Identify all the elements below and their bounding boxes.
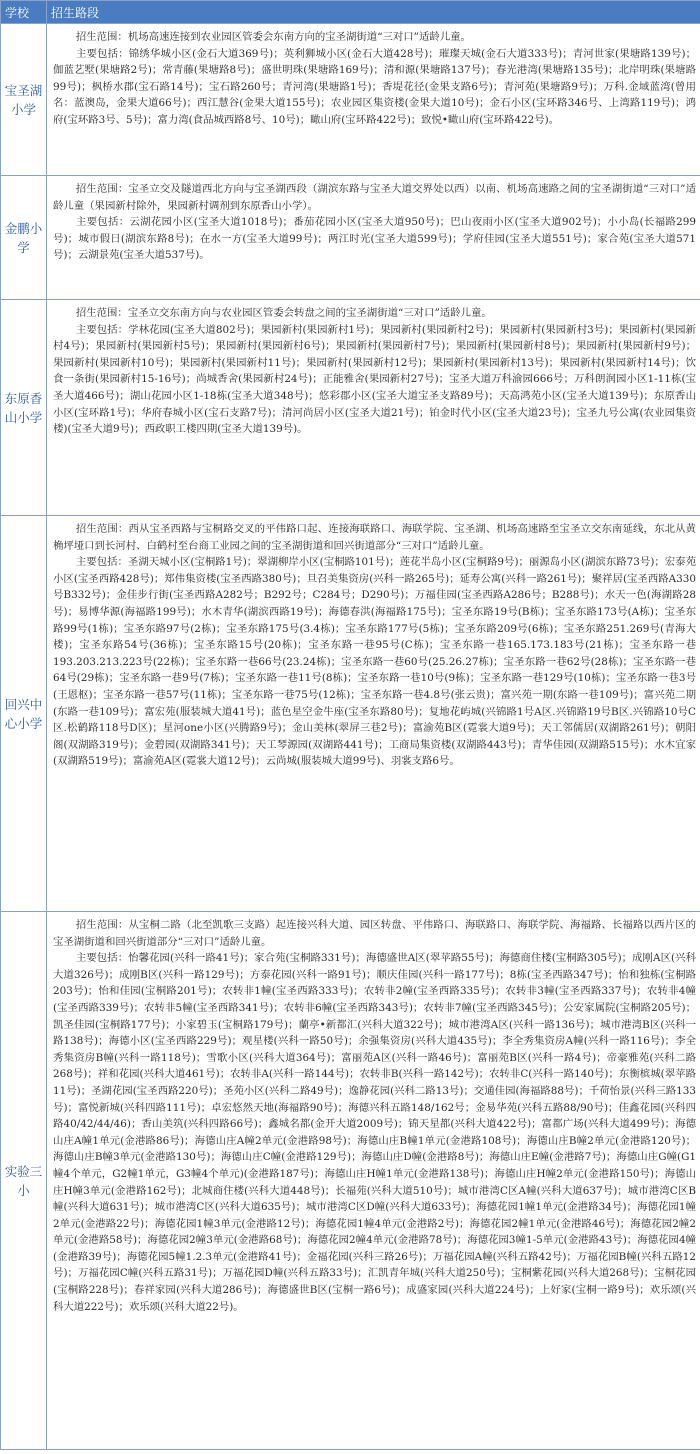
- table-row: [1, 912, 700, 1450]
- includes-text: 主要包括：圣湖天城小区(宝桐路1号)；翠湖柳岸小区(宝桐路101号)；莲花半岛小区(宝桐路9号)；丽源岛小区(湖滨东路73号)；宏泰苑小区(宝圣西路428号)；郑伟集资楼(宝圣西路380号)；旦召美集资房(兴科一路265号)；延寿公寓(兴科一路261号)；聚祥居(宝圣西路A330号B332号)；金佳步行街(宝圣西路A282号；B292号；C284号；D290号)；万福佳园(宝圣西路A286号；B288号)；水天一色(海湖路28号)；易博华源(海福路199号)；水木青华(湖滨西路19号)；海德春洪(海福路175号)；宝圣东路19号(B栋)；宝圣东路173号(A栋)；宝圣东路99号(1栋)；宝圣东路97号(2栋)；宝圣东路175号(3.4栋)；宝圣东路177号(5栋)；宝圣东路209号(6栋)；宝圣东路251.269号(青海大楼)；宝圣东路54号(36栋)；宝圣东路15号(20栋)；宝圣东路一巷95号(C栋)；宝圣东路一巷165.173.183号(21栋)；宝圣东路一巷193.203.213.223号(22栋)；宝圣东路一巷66号(23.24栋)；宝圣东路一巷60号(25.26.27栋)；宝圣东路一巷62号(28栋)；宝圣东路一巷64号(29栋)；宝圣东路一巷9号(7栋)；宝圣东路一巷11号(8栋)；宝圣东路一巷10号(9栋)；宝圣东路一巷129号(10栋)；宝圣东路一巷3号(王恩枢)；宝圣东路一巷57号(11栋)；宝圣东路一巷75号(12栋)；宝圣东路一巷4.8号(张云贵)；富兴苑一期(东路一巷109号)；富兴苑二期(东路一巷109号)；富宏苑(服装城大道41号)；蓝色星空金牛座(宝圣东路80号)；复地花屿城(兴锦路1号A区.兴锦路19号B区.兴锦路10号C区.松鹤路118号D区)；星河one小区(兴腾路9号)；金山美林(翠屏三巷2号)；富渝苑B区(霓裳大道9号)；天工邻儒居(双湖路261号)；朝阳阁(双湖路319号)；金碧园(双湖路341号)；天工琴源园(双湖路441号)；工商局集资楼(双湖路443号)；青华佳园(双湖路515号)；水木宜家(双湖路519号)；富渝苑A区(霓裳大道12号)；云尚城(服装城大道99号)、羽裳支路6号。: [53, 556, 696, 768]
- school-name: 金鹏小学: [1, 176, 47, 300]
- school-name: 实验三小: [1, 912, 47, 1450]
- route-cell: [47, 912, 700, 1450]
- includes-text: 主要包括：云湖花园小区(宝圣大道1018号)；番茄花园小区(宝圣大道950号)；巴山夜雨小区(宝圣大道902号)；小小岛(长福路299号)；城市假日(湖滨东路8号)；在水一方(宝圣大道99号)；两江时光(宝圣大道599号)；学府佳园(宝圣大道551号)；家合苑(宝圣大道571号)；云湖景苑(宝圣大道537号)。: [53, 216, 696, 262]
- route-cell: [47, 516, 700, 912]
- table-row: [1, 300, 700, 516]
- school-name: 东原香山小学: [1, 300, 47, 516]
- school-name: 宝圣湖小学: [1, 24, 47, 176]
- scope-text: 招生范围：机场高速连接到农业园区管委会东南方向的宝圣湖街道“三对口”适龄儿童。: [75, 31, 471, 43]
- header-route: 招生路段: [47, 1, 700, 24]
- table-row: [1, 176, 700, 300]
- includes-text: 主要包括：学林花园(宝圣大道802号)；果园新村(果园新村1号)；果园新村(果园新村2号)；果园新村(果园新村3号)；果园新村(果园新村4号)；果园新村(果园新村5号)；果园新村(果园新村6号)；果园新村(果园新村7号)；果园新村(果园新村8号)；果园新村(果园新村9号)；果园新村(果园新村10号)；果园新村(果园新村11号)；果园新村(果园新村12号)；果园新村(果园新村13号)；果园新村(果园新村14号)；饮食一条街(果园新村15-16号)；尚城香舍(果园新村24号)；正能雅舍(果园新村27号)；宝圣大道万科渝园666号；万科朗润园小区1-11栋(宝圣大道466号)；湖山花园小区1-18栋(宝圣大道348号)；悠彩郡小区(宝圣大道宝圣支路89号)；天高鸿苑小区(宝圣大道139号)；东原香山小区(宝环路1号)；华府春城小区(宝石支路7号)；清河尚居小区(宝圣大道21号)；铂金时代小区(宝圣大道23号)；宝圣九号公寓(农业园集资楼)(宝圣大道9号)；西政职工楼四期(宝圣大道139号)。: [53, 323, 697, 436]
- header-row: [1, 1, 700, 24]
- table-row: [1, 516, 700, 912]
- scope-text: 招生范围：宝圣立交及隧道西北方向与宝圣湖西段（湖滨东路与宝圣大道交界处以西）以南、机场高速路之间的宝圣湖街道“三对口”适龄儿童（果园新村除外，果园新村调剂到东原香山小学）。: [53, 183, 696, 212]
- scope-text: 招生范围：从宝桐二路（北至凯歌三支路）起连接兴科大道、园区转盘、平伟路口、海联路口、海联学院、海福路、长福路以西片区的宝圣湖街道和回兴街道部分“三对口”适龄儿童。: [53, 919, 696, 948]
- scope-text: 招生范围：宝圣立交东南方向与农业园区管委会转盘之间的宝圣湖街道“三对口”适龄儿童。: [75, 307, 492, 319]
- includes-text: 主要包括：怡馨花园(兴科一路41号)；家合苑(宝桐路331号)；海德盛世A区(翠苹路55号)；海德商住楼(宝桐路305号)；成刚A区(兴科大道326号)；成刚B区(兴科一路129号)；方泰花园(兴科一路91号)；顺庆佳园(兴科一路177号)；8栋(宝圣西路347号)；怡和独栋(宝桐路203号)；怡和佳园(宝桐路201号)；农转非1幢(宝圣西路333号)；农转非2幢(宝圣西路335号)；农转非3幢(宝圣西路337号)；农转非4幢(宝圣西路339号)；农转非5幢(宝圣西路341号)；农转非6幢(宝圣西路343号)；农转非7幢(宝圣西路345号)；公安家属院(宝桐路205号)；凯圣佳园(宝桐路177号)；小家碧玉(宝桐路179号)；蘭亭•新都汇(兴科大道322号)；城市港湾A区(兴科一路136号)；城市港湾B区(兴科一路138号)；海德小区(宝圣西路229号)；观星楼(兴科一路50号)；余强集资房(兴科大道435号)；李全秀集资房A幢(兴科一路116号)；李全秀集资房B幢(兴科一路118号)；雪歌小区(兴科大道364号)；富丽苑A区(兴科一路46号)；富丽苑B区(兴科一路4号)；帝豪雅苑(兴科二路268号)；祥和花园(兴科大道461号)；农转非A(兴科一路144号)；农转非B(兴科一路142号)；农转非C(兴科一路140号)；东衡槟城(翠苹路11号)；圣湖花园(宝圣西路220号)；圣苑小区(兴科二路49号)；逸静花园(兴科二路13号)；交通佳园(海福路88号)；千荷怡景(兴科三路133号)；富悦新城(兴科四路111号)；卓宏悠然天地(海福路90号)；海德兴科五路148/162号；金易华苑(兴科五路88/90号)；佳鑫花园(兴科四路40/42/44/46)；香山美筑(兴科四路66号)；鑫城名都(金开大道2009号)；锦天星都(兴科大道422号)；富都广场(兴科大道499号)；海德山庄A幢1单元(金港路86号)；海德山庄A幢2单元(金港路98号)；海德山庄B幢1单元(金港路108号)；海德山庄B幢2单元(金港路120号)；海德山庄B幢3单元(金港路130号)；海德山庄C幢(金港路129号)；海德山庄D幢(金港路8号)；海德山庄E幢(金港路7号)；海德山庄G幢(G1幢4个单元，G2幢1单元，G3幢4个单元)(金港路187号)；海德山庄H幢1单元(金港路138号)；海德山庄H幢2单元(金港路150号)；海德山庄H幢3单元(金港路162号)；北城商住楼(兴科大道448号)；长福苑(兴科大道510号)；城市港湾C区A幢(兴科大道637号)；城市港湾C区B幢(兴科大道631号)；城市港湾C区(兴科大道635号)；城市港湾C区D幢(兴科大道633号)；海德花园1幢1单元(金港路34号)；海德花园1幢2单元(金港路22号)；海德花园1幢3单元(金港路12号)；海德花园1幢4单元(金港路2号)；海德花园2幢1单元(金港路46号)；海德花园2幢2单元(金港路58号)；海德花园2幢3单元(金港路68号)；海德花园2幢4单元(金港路78号)；海德花园3幢1-5单元(金港路43号)；海德花园4幢(金港路39号)；海德花园5幢1.2.3单元(金港路41号)；金福花园(兴科三路26号)；万福花园A幢(兴科五路42号)；万福花园B幢(兴科五路12号)；万福花园C幢(兴科五路31号)；万福花园D幢(兴科五路33号)；汇凯青年城(兴科大道250号)；宝桐紫花园(兴科大道268号)；宝桐花园(宝桐路228号)；春祥家园(兴科大道286号)；海德盛世B区(宝桐一路6号)；成盛家园(兴科大道224号)；上好家(宝桐一路9号)；欢乐颂(兴科大道222号)；欢乐颂(兴科大道22号)。: [53, 952, 696, 1313]
- table-row: [1, 24, 700, 176]
- route-cell: [47, 300, 700, 516]
- route-cell: [47, 24, 700, 176]
- includes-text: 主要包括：锦绣华城小区(金石大道369号)；英利狮城小区(金石大道428号)；璀璨天城(金石大道333号)；青河世家(果塘路139号)；伽蓝艺墅(果塘路2号)；常青藤(果塘路8号)；盛世明珠(果塘路169号)；清和源(果塘路137号)；春光港湾(果塘路135号)；北岸明珠(果塘路99号)；枫桥水郡(宝石路14号)；宝石路260号；青河湾(果塘路1号)；香堤花径(金果支路6号)；青河苑(果塘路9号)；万科.金域蓝湾(曾用名：蓝澳岛，金果大道66号)；西江慧谷(金果大道155号)；农业园区集资楼(金果大道10号)；金石小区(宝环路346号、上湾路119号)；鸿府(宝环路3号、5号)；富力湾(食品城西路8号、10号)；瞰山府(宝环路422号)；致悦•瞰山府(宝环路422号)。: [53, 47, 696, 126]
- scope-text: 招生范围：西从宝圣西路与宝桐路交叉的平伟路口起、连接海联路口、海联学院、宝圣湖、机场高速路至宝圣立交东南延线，东北从黄桷坪垭口到长河村、白鹤村至台商工业园之间的宝圣湖街道和回兴街道部分“三对口”适龄儿童。: [53, 523, 696, 552]
- header-school: 学校: [1, 1, 47, 24]
- route-cell: [47, 176, 700, 300]
- school-name: 回兴中心小学: [1, 516, 47, 912]
